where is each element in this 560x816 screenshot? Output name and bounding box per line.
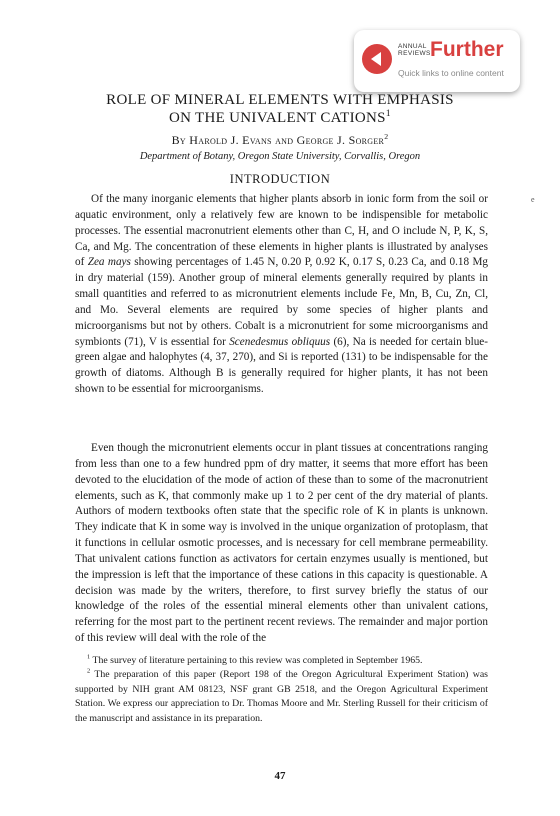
article-title-line1: ROLE OF MINERAL ELEMENTS WITH EMPHASIS [106,92,454,108]
authors-prefix: By [171,133,190,147]
annual-reviews-logo [398,43,431,57]
footnote-2-mark: 2 [87,668,91,676]
arrow-left-icon [362,44,392,74]
article-title-line2 [60,109,500,127]
page-number: 47 [274,770,286,782]
further-subtitle: Quick links to online content [398,68,504,78]
paragraph-1 [75,192,488,398]
p1-species-scenedesmus: Scenedesmus obliquus [229,335,331,348]
brand-line2: REVIEWS [398,50,431,57]
title-footnote-mark[interactable]: 1 [385,108,391,119]
paragraph-2 [75,441,488,647]
p1-text-b: showing percentages of 1.45 N, 0.20 P, 0.92 K, 0.17 S, 0.23 Ca, and 0.18 Mg in dry material (159). Another group of mineral elements generally required by plants in small quantities and referred to as micronutrient elements include Fe, Mn, B, Cu, Zn, Cl, and Mo. Several elements are required by some species of higher plants and microorganisms but not by others. Cobalt is a micronutrient for some microorganisms and symbionts (71), V is essential for [75,256,489,348]
further-label: Further [430,38,504,61]
p1-text-c: (6), Na is needed for certain blue-green algae and halophytes (4, 37, 270), and Si is reported (131) to be indispensable for the growth of diatoms. Although B is generally required for higher plants, it has not been shown to be essential for microorganisms. [75,335,488,396]
authors-names: Harold J. Evans and George J. Sorger [189,133,385,147]
footnote-1-text: The survey of literature pertaining to this review was completed in September 1965. [90,655,423,666]
p1-text-a: Of the many inorganic elements that higher plants absorb in ionic form from the soil or aquatic environment, only a relatively few are known to be indispensible for metabolic processes. The essential macronutrient elements other than C, H, and O include N, P, K, S, Ca, and Mg. The concentration of these elements in higher plants is illustrated by analyses of [75,193,488,269]
footnote-1-mark: 1 [87,653,91,661]
further-badge[interactable] [354,30,520,92]
section-heading: INTRODUCTION [229,172,331,186]
authors-footnote-mark[interactable]: 2 [384,132,389,141]
brand-line1: ANNUAL [398,43,427,50]
footnote-2-text: The preparation of this paper (Report 198 of the Oregon Agricultural Experiment Station) was supported by NIH grant AM 08123, NSF grant GB 2518, and the Oregon Agricultural Experiment Station. We express our appreciation to Dr. Thomas Moore and Mr. Sterling Russell for their criticism of the manuscript and assistance in its preparation. [75,669,488,724]
authors-line [60,133,500,148]
margin-mark: e [531,195,535,204]
footnote-2 [75,668,488,726]
p2-text: Even though the micronutrient elements occur in plant tissues at concentrations ranging from less than one to a few hundred ppm of dry matter, it seems that more effort has been devoted to the elucidation of the mode of action of these than to some of the macronutrient elements, such as K, that commonly make up 1 to 2 per cent of the dry material of plants. Authors of modern textbooks often state that the specific role of K in plants is unknown. They indicate that K in some way is involved in the unique organization of protoplasm, that it functions in cellular osmotic processes, and is necessary for cell membrane permeability. That univalent cations function as activators for certain enzymes usually is mentioned, but the impression is left that the importance of these cations in this capacity is questionable. A decision was made by the writers, therefore, to first survey briefly the status of our knowledge of the roles of the essential mineral elements other than univalent cations, referring for the most part to the pertinent recent reviews. The remainder and major portion of this review will deal with the role of the [75,442,488,645]
footnotes [75,654,488,726]
p1-species-zea: Zea mays [87,256,131,269]
affiliation: Department of Botany, Oregon State University, Corvallis, Oregon [139,151,421,162]
footnote-1 [75,654,488,668]
title-text: ON THE UNIVALENT CATIONS [169,110,386,126]
